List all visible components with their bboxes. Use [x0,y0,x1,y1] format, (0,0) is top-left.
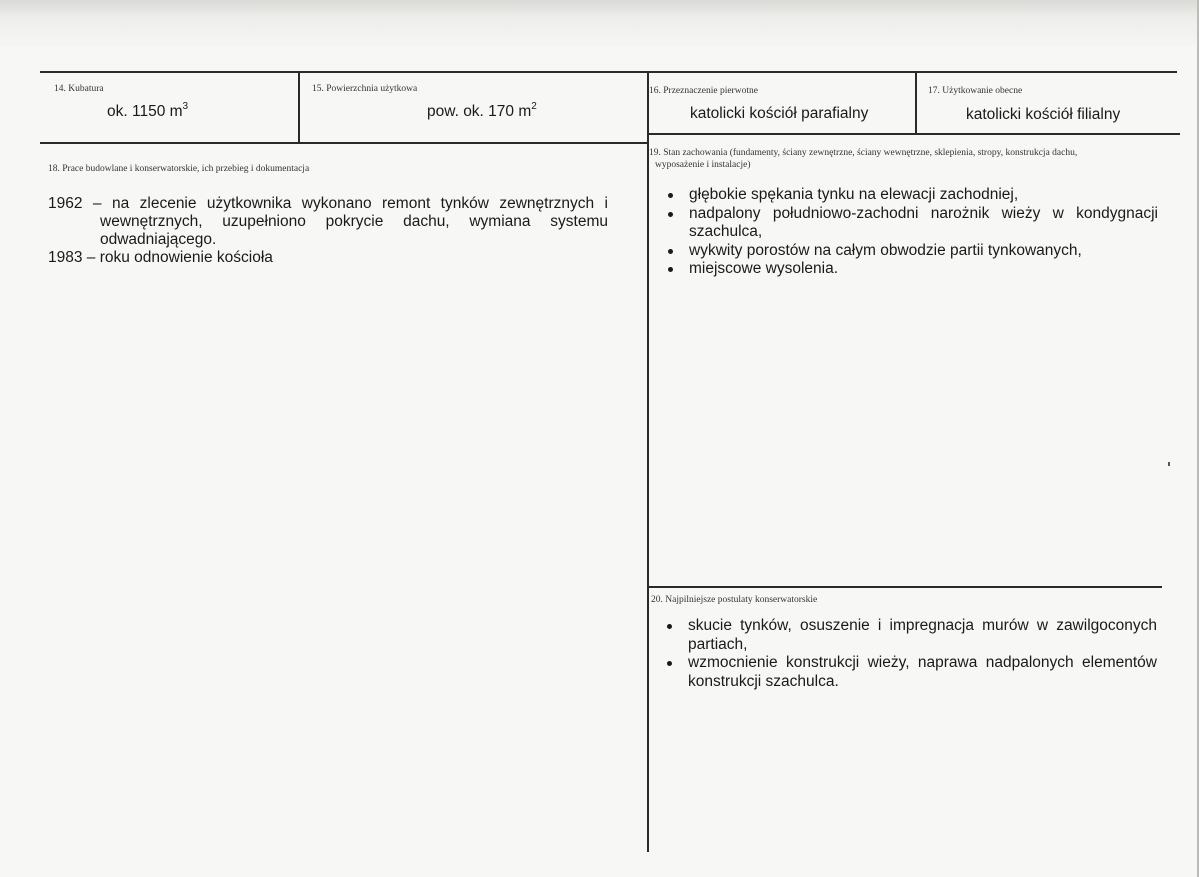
list-item [662,205,1158,242]
stan-label-line2: wyposażenie i instalacje) [655,160,751,170]
uzytkowanie-value: katolicki kościół filialny [966,106,1121,123]
prace-label: 18. Prace budowlane i konserwatorskie, ich przebieg i dokumentacja [48,164,310,174]
powierzchnia-number: pow. ok. 170 m [427,103,532,120]
stan-list [662,186,1158,279]
prace-content [48,195,608,267]
postulaty-item-text: skucie tynków, osuszenie i impregnacja murów w zawilgoconych partiach, [688,617,1157,653]
rule-left-row1 [40,142,648,144]
bullet-icon [668,267,673,272]
list-item [661,617,1157,654]
stan-label-line1: 19. Stan zachowania (fundamenty, ściany zewnętrzne, ściany wewnętrzne, sklepienia, stropy, konstrukcja dachu, [649,148,1078,158]
kubatura-label: 14. Kubatura [54,84,104,94]
stan-item-text: nadpalony południowo-zachodni narożnik wieży w kondygnacji szachulca, [689,204,1158,240]
przeznaczenie-value: katolicki kościół parafialny [690,105,869,122]
list-item [662,242,1158,261]
uzytkowanie-label: 17. Użytkowanie obecne [928,86,1023,96]
rule-section20 [648,586,1162,588]
przeznaczenie-label: 16. Przeznaczenie pierwotne [649,86,758,96]
postulaty-item-text: wzmocnienie konstrukcji wieży, naprawa nadpalonych elementów konstrukcji szachulca. [688,654,1157,690]
powierzchnia-value [427,103,537,121]
prace-entry: 1983 – roku odnowienie kościoła [48,249,273,266]
scan-speck [1168,462,1170,466]
powierzchnia-label: 15. Powierzchnia użytkowa [312,84,418,94]
kubatura-unit-exponent: 3 [182,101,189,112]
rule-right-row1 [648,133,1180,135]
bullet-icon [668,193,673,198]
divider-16-17 [915,71,917,134]
bullet-icon [668,212,673,217]
bullet-icon [668,249,673,254]
top-rule [40,71,1177,73]
postulaty-label: 20. Najpilniejsze postulaty konserwatorskie [651,595,818,605]
list-item [662,260,1158,279]
bullet-icon [667,624,672,629]
list-item [662,186,1158,205]
scan-shadow [0,0,1199,46]
stan-item-text: wykwity porostów na całym obwodzie partii tynkowanych, [689,241,1082,259]
kubatura-number: ok. 1150 m [107,103,183,120]
stan-label [649,147,1169,171]
divider-14-15 [298,71,300,143]
prace-entry: 1962 – na zlecenie użytkownika wykonano remont tynków zewnętrznych i wewnętrznych, uzupełniono pokrycie dachu, wymiana systemu odwadniającego. [48,195,608,248]
postulaty-list [661,617,1157,691]
center-divider [647,71,649,852]
stan-item-text: głębokie spękania tynku na elewacji zachodniej, [689,186,1019,203]
bullet-icon [667,661,672,666]
kubatura-value [107,103,188,121]
list-item [661,654,1157,691]
stan-item-text: miejscowe wysolenia. [689,260,839,277]
powierzchnia-unit-exponent: 2 [531,101,537,112]
